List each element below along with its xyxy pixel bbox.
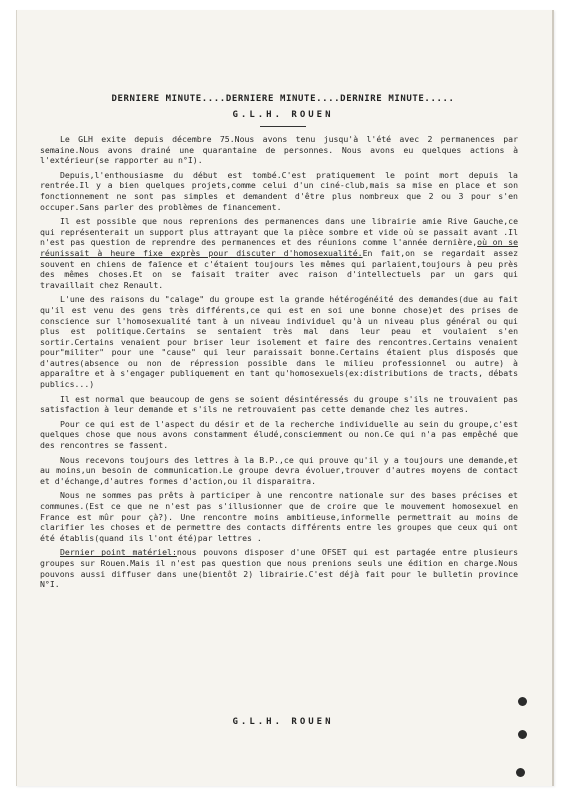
paragraph-8: Nous ne sommes pas prêts à participer à une rencontre nationale sur des bases précises et communes.(Est ce que ne n'est pas s'illusionner que de croire que le mouvement homosexuel en France est mûr pour çà?). Une rencontre moins ambitieuse,informelle permettrait au moins de clarifier les choses et de permettre des contacts différents entre les groupes que ceux qui ont été établis(quand ils l'ont été)par lettres . bbox=[40, 490, 518, 543]
paragraph-5: Il est normal que beaucoup de gens se soient désintéressés du groupe s'ils ne trouvaient pas satisfaction à leur demande et s'ils ne retrouvaient pas cette demande chez les autres. bbox=[40, 393, 518, 415]
paragraph-3 bbox=[40, 216, 518, 290]
paragraph-6: Pour ce qui est de l'aspect du désir et de la recherche individuelle au sein du groupe,c'est quelques chose que nous avons constamment éludé,consciemment ou non.Ce qui n'a pas empêché que des rencontres se fassent. bbox=[40, 418, 518, 451]
paragraph-9-heading: Dernier point matériel: bbox=[60, 547, 177, 558]
signature: G.L.H. ROUEN bbox=[232, 717, 334, 727]
document-subtitle: G.L.H. ROUEN bbox=[232, 110, 334, 120]
paragraph-2: Depuis,l'enthousiasme du début est tombé.C'est pratiquement le point mort depuis la rentrée.Il y a bien quelques projets,comme celui d'un ciné-club,mais sa mise en place et son fonctionnement ne sont pas simples et demandent d'être plus nombreux que 2 ou 3 pour s'en occuper.Sans parler des problèmes de financement. bbox=[40, 169, 518, 212]
document-body bbox=[40, 134, 518, 594]
document-header bbox=[0, 94, 566, 127]
paragraph-4: L'une des raisons du "calage" du groupe est la grande hétérogénéité des demandes(due au fait qu'il est venu des gens très différents,ce qui est en soi une bonne chose)et des prises de conscience sur l'homosexualité tant à un niveau individuel qu'à un niveau plus général ou qui plus est politique.Certains se sentaient très mal dans leur peau et voulaient s'en sortir.Certains venaient pour briser leur isolement et faire des rencontres.Certains venaient pour"militer" pour une "cause" qui leur paraissait bonne.Certains étaient plus disposés que d'autres(absence ou non de répression possible dans le milieu professionnel ou autre) à apparaître et à s'engager publiquement en tant qu'homosexuels(ex:distributions de tracts, débats publics...) bbox=[40, 294, 518, 390]
punch-hole-mark bbox=[518, 730, 527, 739]
punch-hole-mark bbox=[516, 768, 525, 777]
paragraph-9 bbox=[40, 547, 518, 589]
paragraph-3-part-a: Il est possible que nous reprenions des permanences dans une librairie amie Rive Gauche,ce qui représenterait un support plus attrayant que la pièce sombre et vide où se passait avant .Il n'est pas question de reprendre des permanences et des réunions comme l'année dernière, bbox=[40, 216, 518, 248]
paragraph-9-text: nous pouvons disposer d'une OFSET qui est partagée entre plusieurs groupes sur Rouen.Mais il n'est pas question que nous prenions seuls une édition en charge.Nous pouvons aussi diffuser dans une(bientôt 2) librairie.C'est déjà fait pour le bulletin province N°I. bbox=[40, 547, 518, 590]
paragraph-3-underlined: où on se réunissait à heure fixe exprès pour discuter d'homosexualité. bbox=[40, 237, 518, 258]
title-underline bbox=[260, 126, 306, 127]
document-title: DERNIERE MINUTE....DERNIERE MINUTE....DERNIRE MINUTE..... bbox=[111, 94, 455, 104]
paragraph-3-part-b: En fait,on se regardait assez souvent en chiens de faïence et c'étaient toujours les mêmes qui parlaient,toujours à peu près des mêmes choses.Et on se faisait traiter avec raison d'intellectuels par un gars qui travaillait chez Renault. bbox=[40, 247, 519, 290]
paragraph-1: Le GLH exite depuis décembre 75.Nous avons tenu jusqu'à l'été avec 2 permanences par semaine.Nous avons drainé une quarantaine de personnes. Nous avons eu quelques actions à l'extérieur(se rapporter au n°I). bbox=[40, 134, 518, 166]
punch-hole-mark bbox=[518, 697, 527, 706]
paragraph-7: Nous recevons toujours des lettres à la B.P.,ce qui prouve qu'il y a toujours une demande,et au moins,un besoin de communication.Le groupe devra évoluer,trouver d'autres moyens de contact et d'échange,d'autres formes d'action,ou il disparaitra. bbox=[40, 454, 518, 486]
